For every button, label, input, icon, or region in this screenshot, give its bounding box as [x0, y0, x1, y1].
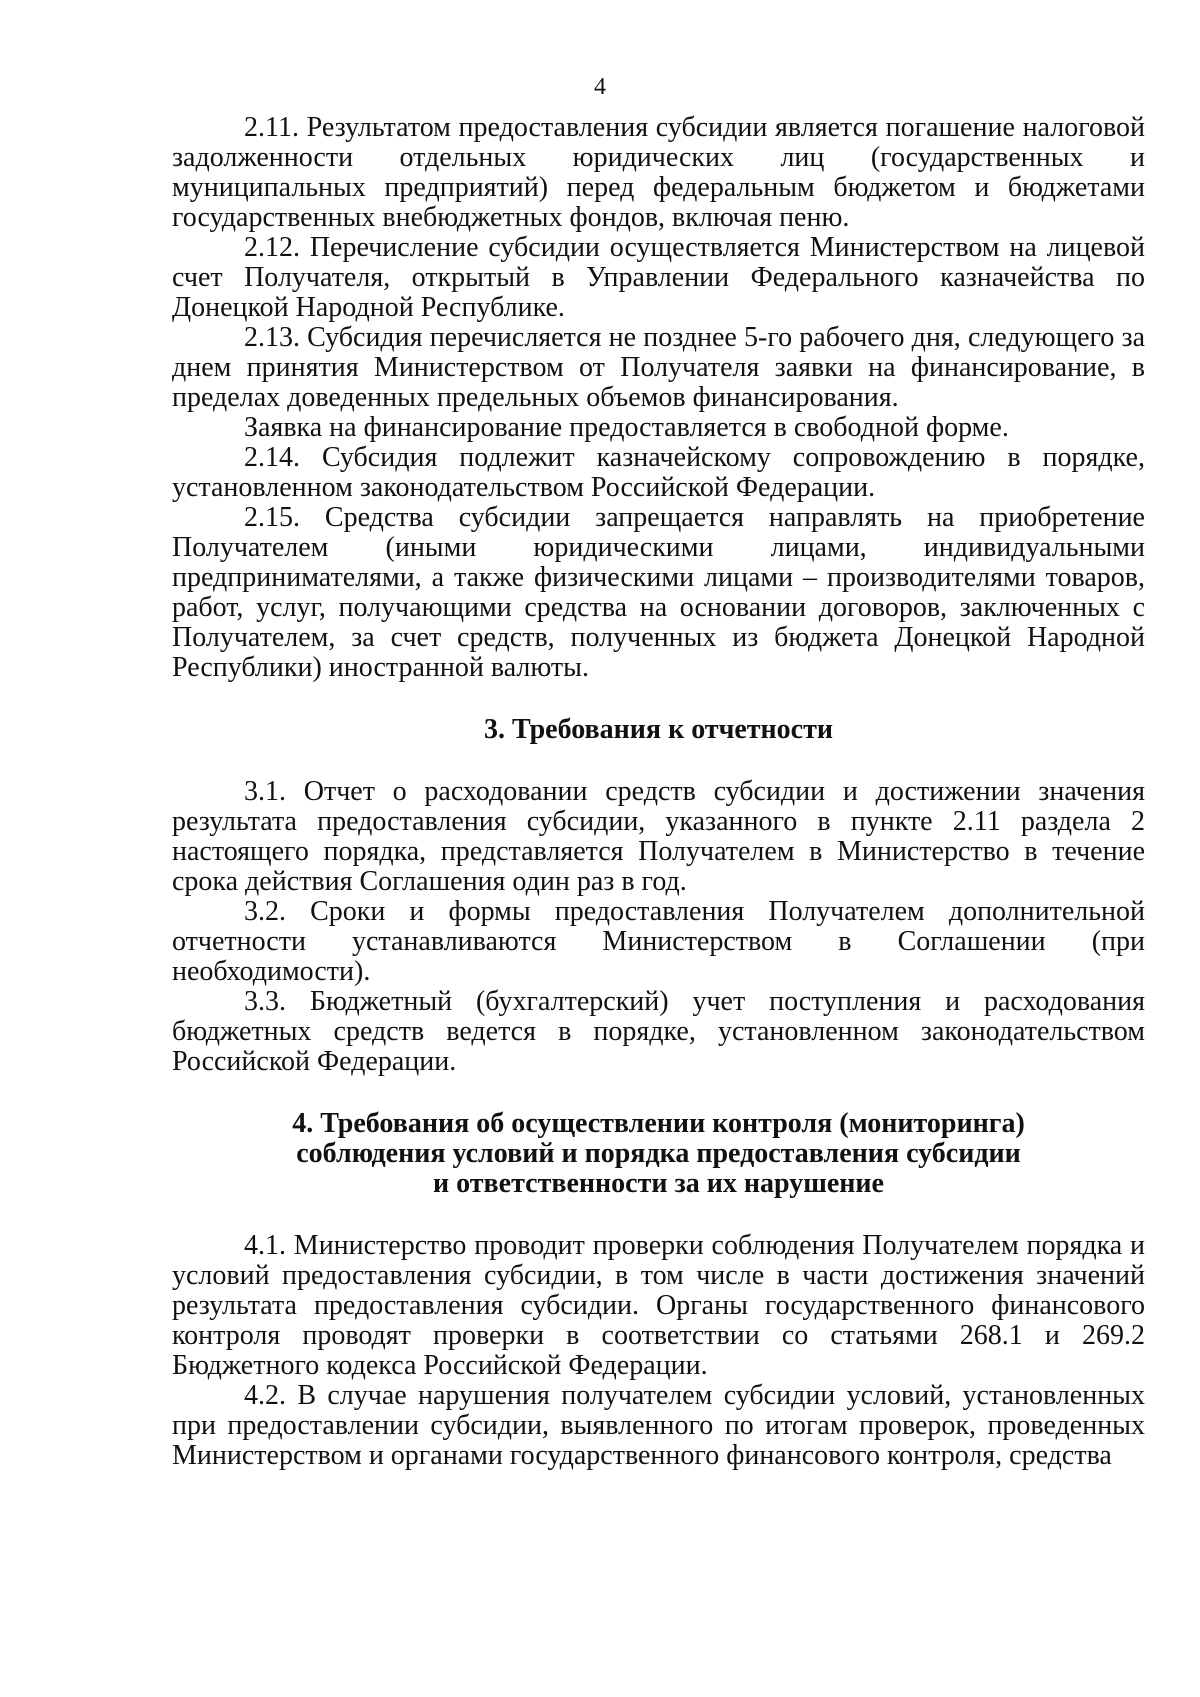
paragraph-3-2: 3.2. Сроки и формы предоставления Получателем дополнительной отчетности устанавливаются Министерством в Соглашении (при необходимости). [172, 896, 1145, 987]
paragraph-3-1: 3.1. Отчет о расходовании средств субсидии и достижении значения результата предоставления субсидии, указанного в пункте 2.11 раздела 2 настоящего порядка, представляется Получателем в Министерство в течение срока действия Соглашения один раз в год. [172, 776, 1145, 897]
paragraph-4-1: 4.1. Министерство проводит проверки соблюдения Получателем порядка и условий предоставления субсидии, в том числе в части достижения значений результата предоставления субсидии. Органы государственного финансового контроля проводят проверки в соответствии со статьями 268.1 и 269.2 Бюджетного кодекса Российской Федерации. [172, 1230, 1145, 1381]
paragraph-2-11: 2.11. Результатом предоставления субсидии является погашение налоговой задолженности отдельных юридических лиц (государственных и муниципальных предприятий) перед федеральным бюджетом и бюджетами государственных внебюджетных фондов, включая пеню. [172, 112, 1145, 233]
paragraph-3-3: 3.3. Бюджетный (бухгалтерский) учет поступления и расходования бюджетных средств ведется в порядке, установленном законодательством Российской Федерации. [172, 986, 1145, 1077]
document-body [172, 113, 1145, 1471]
paragraph-2-13: 2.13. Субсидия перечисляется не позднее 5-го рабочего дня, следующего за днем принятия Министерством от Получателя заявки на финансирование, в пределах доведенных предельных объемов финансирования. [172, 322, 1145, 413]
section-4-heading-line-2: соблюдения условий и порядка предоставления субсидии [296, 1138, 1021, 1169]
paragraph-2-15: 2.15. Средства субсидии запрещается направлять на приобретение Получателем (иными юридическими лицами, индивидуальными предпринимателями, а также физическими лицами – производителями товаров, работ, услуг, получающими средства на основании договоров, заключенных с Получателем, за счет средств, полученных из бюджета Донецкой Народной Республики) иностранной валюты. [172, 502, 1145, 683]
section-3-heading: 3. Требования к отчетности [483, 714, 833, 745]
paragraph-2-14: 2.14. Субсидия подлежит казначейскому сопровождению в порядке, установленном законодательством Российской Федерации. [172, 442, 1145, 503]
paragraph-4-2: 4.2. В случае нарушения получателем субсидии условий, установленных при предоставлении субсидии, выявленного по итогам проверок, проведенных Министерством и органами государственного финансового контроля, средства [172, 1380, 1145, 1471]
section-4-heading-line-1: 4. Требования об осуществлении контроля (мониторинга) [292, 1108, 1025, 1139]
paragraph-application-form: Заявка на финансирование предоставляется в свободной форме. [244, 412, 1009, 443]
page-number: 4 [594, 74, 606, 100]
paragraph-2-12: 2.12. Перечисление субсидии осуществляется Министерством на лицевой счет Получателя, открытый в Управлении Федерального казначейства по Донецкой Народной Республике. [172, 232, 1145, 323]
section-4-heading-line-3: и ответственности за их нарушение [433, 1168, 884, 1199]
